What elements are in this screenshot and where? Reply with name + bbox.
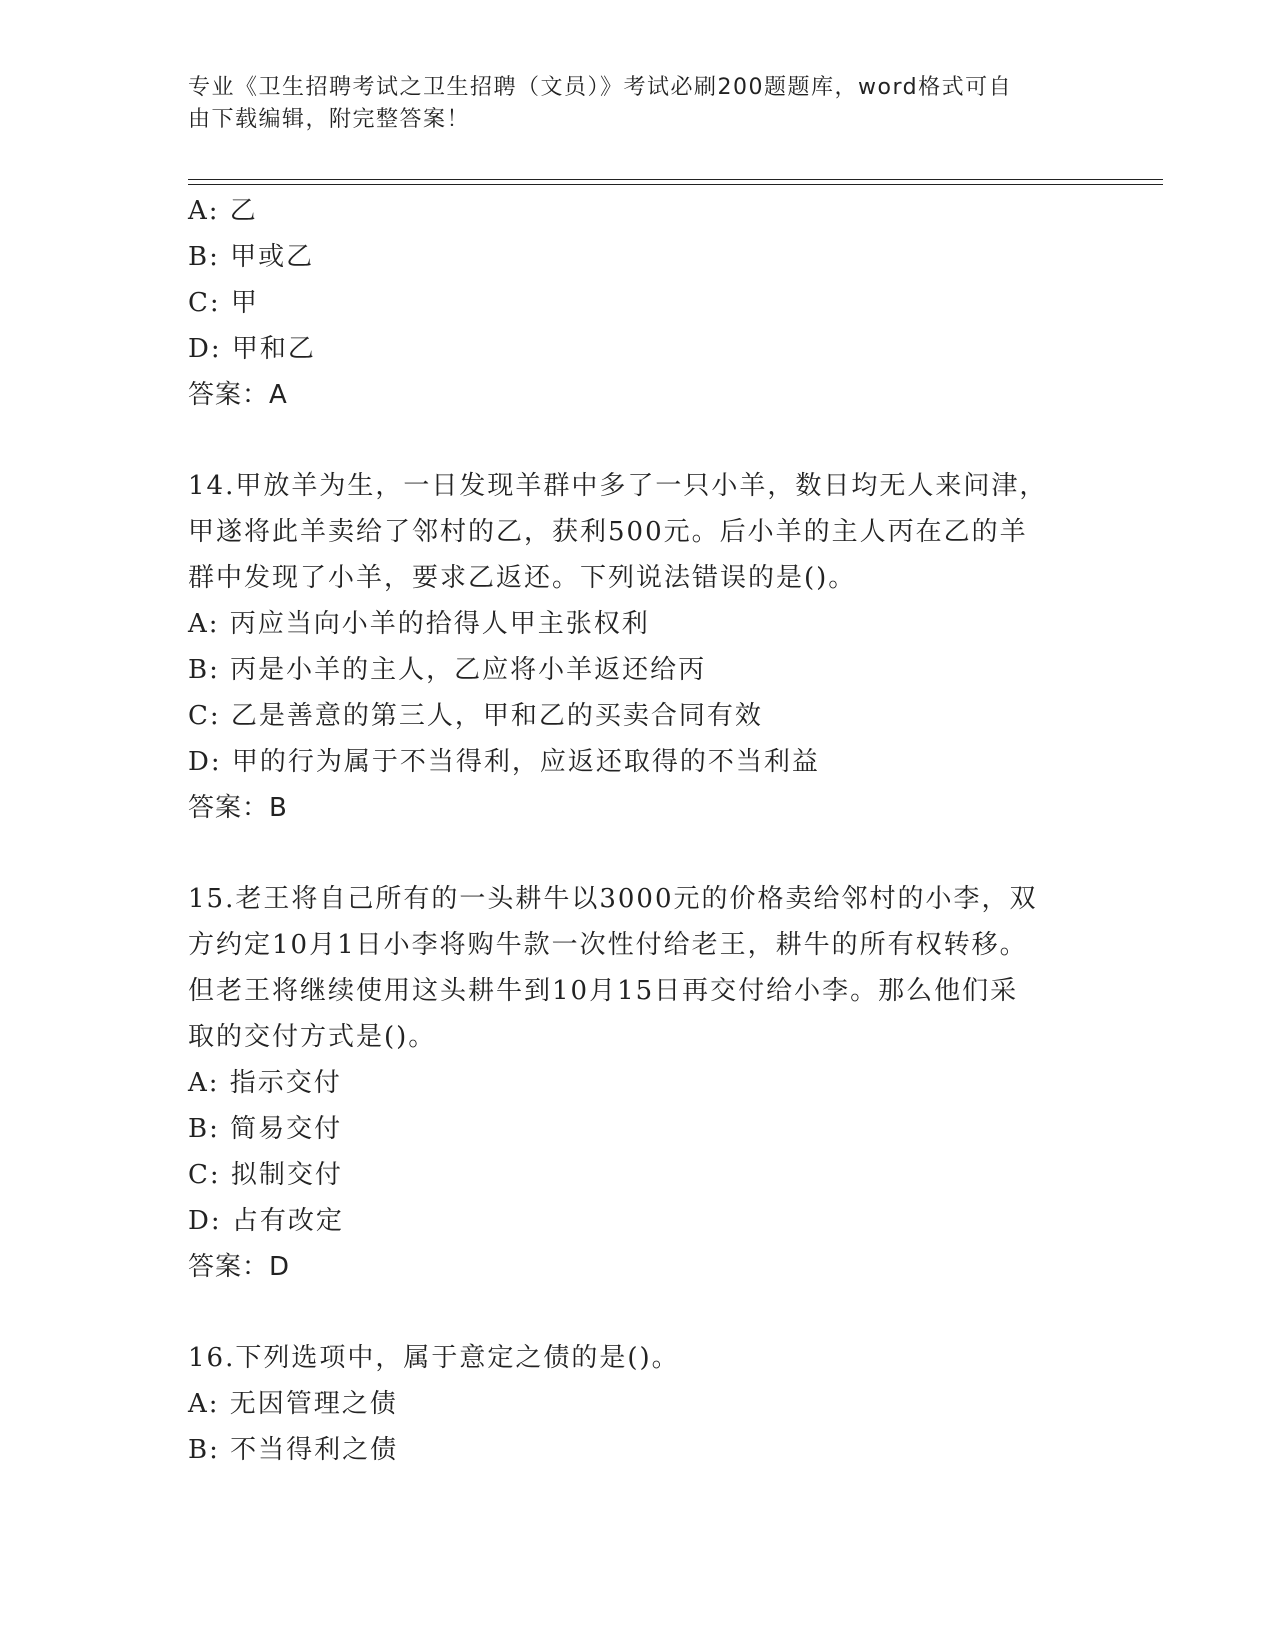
option-b: B: 简易交付 <box>188 1114 343 1144</box>
option-d: D: 甲和乙 <box>188 334 316 364</box>
question-13 <box>188 188 1088 418</box>
question-stem: 甲遂将此羊卖给了邻村的乙，获利500元。后小羊的主人丙在乙的羊 <box>188 517 1028 547</box>
option-a: A: 指示交付 <box>188 1068 342 1098</box>
option-d: D: 甲的行为属于不当得利，应返还取得的不当利益 <box>188 747 820 777</box>
question-stem: 群中发现了小羊，要求乙返还。下列说法错误的是()。 <box>188 563 857 593</box>
header-divider-top <box>188 179 1163 180</box>
question-stem: 14.甲放羊为生，一日发现羊群中多了一只小羊，数日均无人来问津， <box>188 471 1048 501</box>
option-a: A: 乙 <box>188 196 258 226</box>
option-c: C: 甲 <box>188 288 259 318</box>
document-header <box>188 72 1068 136</box>
option-a: A: 丙应当向小羊的拾得人甲主张权利 <box>188 609 650 639</box>
option-b: B: 丙是小羊的主人，乙应将小羊返还给丙 <box>188 655 707 685</box>
option-b: B: 甲或乙 <box>188 242 315 272</box>
question-stem: 取的交付方式是()。 <box>188 1022 437 1052</box>
question-stem: 方约定10月1日小李将购牛款一次性付给老王，耕牛的所有权转移。 <box>188 930 1028 960</box>
answer: 答案：B <box>188 793 288 823</box>
option-c: C: 拟制交付 <box>188 1160 343 1190</box>
question-stem: 15.老王将自己所有的一头耕牛以3000元的价格卖给邻村的小李，双 <box>188 884 1038 914</box>
answer: 答案：A <box>188 380 288 410</box>
question-stem: 16.下列选项中，属于意定之债的是()。 <box>188 1343 680 1373</box>
option-a: A: 无因管理之债 <box>188 1389 398 1419</box>
header-line-1: 专业《卫生招聘考试之卫生招聘（文员）》考试必刷200题题库，word格式可自 <box>188 75 1013 100</box>
question-15 <box>188 876 1088 1290</box>
option-c: C: 乙是善意的第三人，甲和乙的买卖合同有效 <box>188 701 763 731</box>
option-b: B: 不当得利之债 <box>188 1435 399 1465</box>
header-line-2: 由下载编辑，附完整答案！ <box>188 107 471 132</box>
question-stem: 但老王将继续使用这头耕牛到10月15日再交付给小李。那么他们采 <box>188 976 1019 1006</box>
header-divider-bottom <box>188 184 1163 185</box>
document-body <box>188 188 1088 1473</box>
option-d: D: 占有改定 <box>188 1206 344 1236</box>
question-14 <box>188 463 1088 831</box>
answer: 答案：D <box>188 1252 291 1282</box>
question-16 <box>188 1335 1088 1473</box>
